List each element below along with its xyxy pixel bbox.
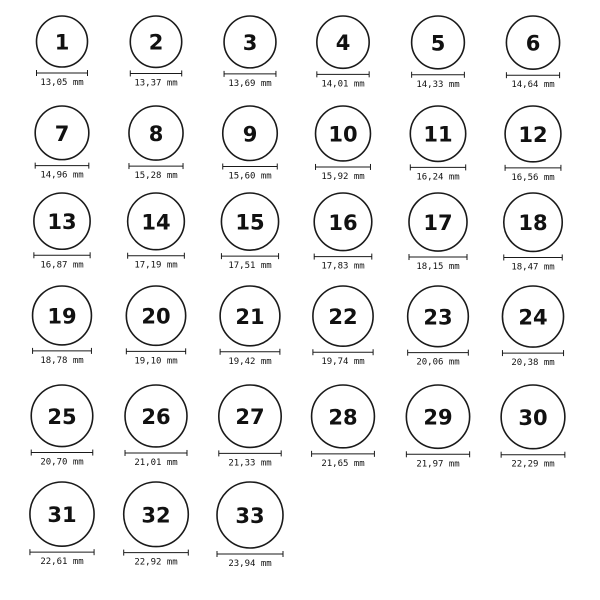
- diameter-label: 17,19 mm: [134, 260, 178, 271]
- ring-size-item: [224, 16, 276, 89]
- diameter-label: 17,83 mm: [321, 261, 365, 272]
- diameter-label: 16,87 mm: [40, 260, 84, 271]
- ring-size-number: 14: [141, 210, 171, 235]
- ring-size-number: 19: [47, 304, 77, 329]
- diameter-label: 22,29 mm: [511, 459, 555, 470]
- ring-size-number: 29: [423, 405, 453, 430]
- diameter-label: 20,70 mm: [40, 457, 84, 468]
- ring-size-item: [217, 482, 283, 569]
- ring-size-number: 7: [54, 121, 70, 146]
- ring-size-number: 9: [242, 122, 258, 147]
- diameter-label: 20,06 mm: [416, 357, 460, 368]
- ring-size-item: [130, 16, 181, 88]
- ring-size-number: 4: [335, 31, 351, 56]
- ring-size-number: 12: [518, 122, 548, 147]
- ring-size-item: [313, 286, 373, 367]
- diameter-label: 22,61 mm: [40, 557, 84, 568]
- diameter-label: 15,28 mm: [134, 171, 178, 182]
- diameter-label: 14,64 mm: [511, 80, 555, 91]
- ring-size-number: 11: [423, 122, 453, 147]
- ring-size-item: [412, 16, 465, 90]
- ring-size-number: 17: [423, 211, 453, 236]
- diameter-label: 21,65 mm: [321, 458, 365, 469]
- ring-size-item: [30, 482, 94, 567]
- ring-size-item: [31, 385, 93, 468]
- diameter-label: 14,96 mm: [40, 170, 84, 181]
- ring-size-item: [317, 16, 369, 89]
- ring-size-number: 13: [47, 210, 77, 235]
- ring-size-item: [223, 106, 278, 182]
- ring-size-item: [502, 286, 563, 368]
- ring-size-item: [410, 106, 465, 182]
- ring-size-number: 25: [47, 404, 77, 429]
- diameter-label: 13,37 mm: [134, 78, 178, 89]
- ring-size-number: 16: [328, 210, 358, 235]
- ring-size-item: [124, 482, 189, 568]
- ring-size-item: [505, 106, 561, 183]
- diameter-label: 13,69 mm: [228, 78, 272, 89]
- diameter-label: 15,60 mm: [228, 171, 272, 182]
- ring-size-item: [501, 385, 565, 470]
- ring-size-item: [33, 286, 92, 366]
- diameter-label: 17,51 mm: [228, 261, 272, 272]
- diameter-label: 16,24 mm: [416, 172, 460, 183]
- ring-size-number: 1: [54, 30, 70, 55]
- ring-size-number: 21: [235, 304, 265, 329]
- ring-size-number: 33: [235, 504, 265, 528]
- diameter-label: 19,10 mm: [134, 356, 178, 367]
- diameter-label: 21,97 mm: [416, 459, 460, 470]
- ring-size-item: [35, 106, 89, 181]
- ring-size-item: [316, 106, 371, 182]
- diameter-label: 18,47 mm: [511, 262, 555, 273]
- ring-size-item: [128, 193, 185, 271]
- ring-size-number: 31: [47, 503, 77, 528]
- ring-size-item: [504, 193, 562, 272]
- diameter-label: 14,33 mm: [416, 79, 460, 90]
- diameter-label: 21,33 mm: [228, 458, 272, 469]
- ring-size-number: 24: [518, 305, 548, 330]
- ring-size-item: [506, 16, 559, 90]
- diameter-label: 20,38 mm: [511, 358, 555, 369]
- ring-size-item: [34, 193, 90, 270]
- ring-size-number: 3: [242, 30, 258, 55]
- ring-size-number: 28: [328, 405, 358, 430]
- ring-size-number: 15: [235, 210, 265, 235]
- ring-size-number: 26: [141, 404, 171, 429]
- diameter-label: 18,78 mm: [40, 355, 84, 366]
- ring-size-item: [314, 193, 372, 272]
- ring-size-number: 6: [525, 31, 541, 56]
- diameter-label: 13,05 mm: [40, 78, 84, 88]
- ring-size-number: 5: [430, 31, 446, 56]
- diameter-label: 23,94 mm: [228, 559, 272, 569]
- diameter-label: 19,42 mm: [228, 356, 272, 367]
- ring-size-number: 10: [328, 122, 358, 147]
- ring-size-item: [125, 385, 187, 468]
- ring-size-item: [126, 286, 185, 366]
- ring-size-item: [129, 106, 183, 181]
- ring-size-item: [408, 286, 469, 368]
- ring-size-number: 2: [148, 30, 164, 55]
- diameter-label: 21,01 mm: [134, 457, 178, 468]
- ring-size-number: 32: [141, 503, 171, 528]
- ring-size-number: 22: [328, 305, 358, 330]
- ring-size-item: [221, 193, 278, 271]
- diameter-label: 18,15 mm: [416, 262, 460, 273]
- diameter-label: 22,92 mm: [134, 557, 178, 568]
- ring-size-number: 23: [423, 305, 453, 330]
- ring-size-number: 20: [141, 304, 171, 329]
- diameter-label: 15,92 mm: [321, 171, 365, 182]
- ring-size-number: 8: [148, 122, 164, 147]
- ring-size-number: 30: [518, 405, 548, 430]
- ring-size-item: [409, 193, 467, 272]
- ring-size-item: [220, 286, 280, 367]
- ring-size-number: 18: [518, 211, 548, 236]
- diameter-label: 16,56 mm: [511, 172, 555, 183]
- ring-size-item: [312, 385, 375, 469]
- ring-size-item: [406, 385, 469, 469]
- diameter-label: 14,01 mm: [321, 79, 365, 90]
- ring-size-item: [37, 16, 88, 88]
- ring-size-item: [219, 385, 281, 468]
- ring-size-number: 27: [235, 405, 265, 430]
- diameter-label: 19,74 mm: [321, 357, 365, 368]
